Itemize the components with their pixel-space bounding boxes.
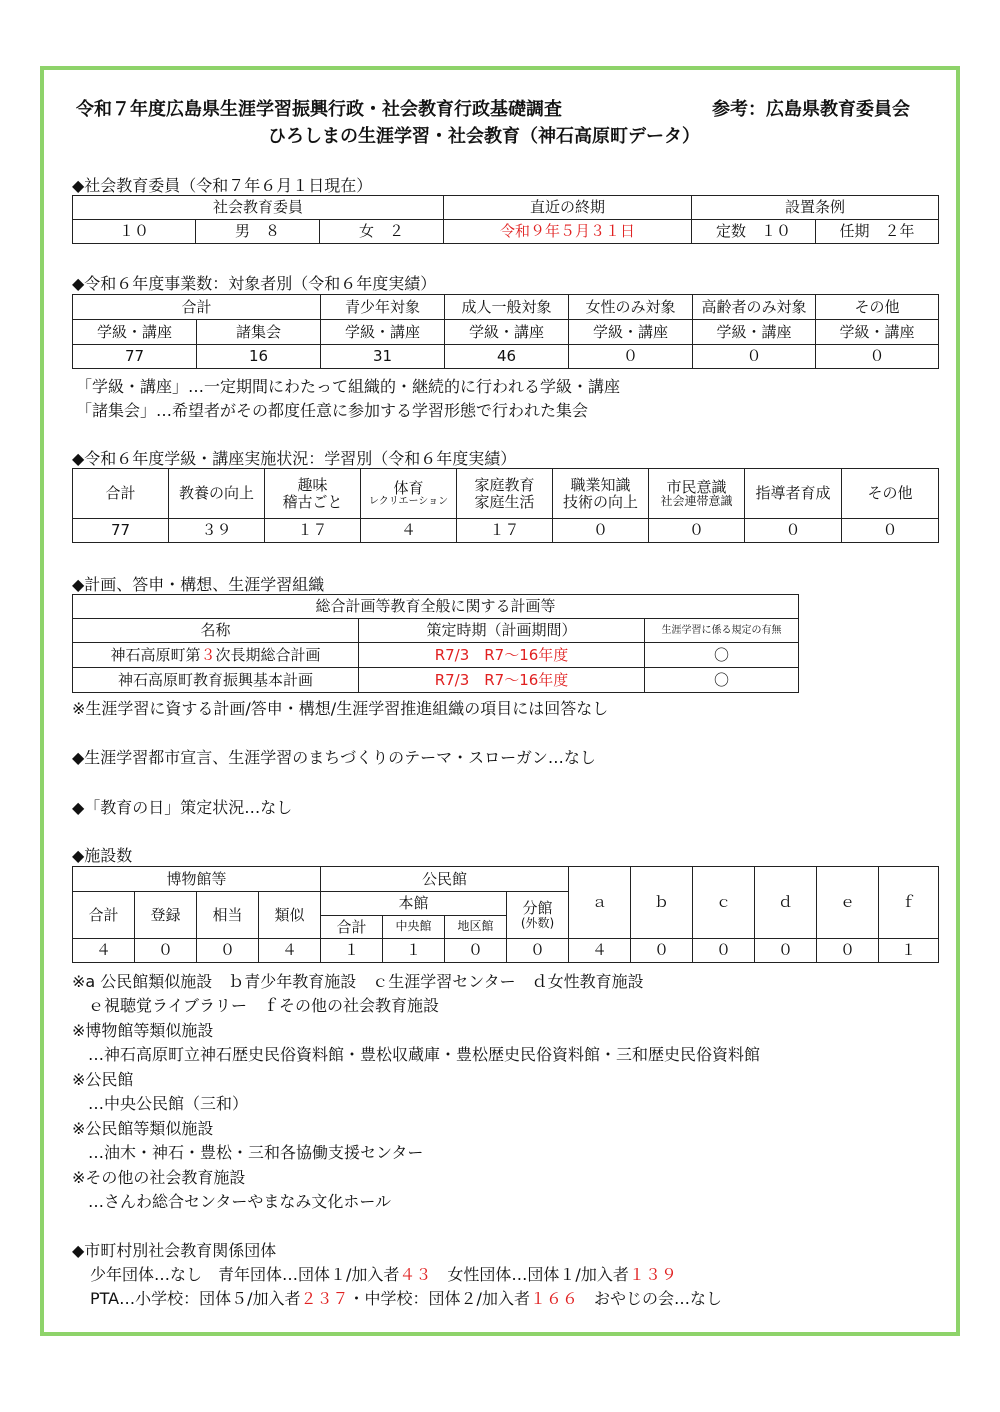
projects-group-total: 合計 [73,295,321,320]
committee-term-end: 令和９年５月３１日 [444,220,692,244]
classes-value: １７ [265,519,361,543]
projects-sub-header: 学級・講座 [73,320,197,345]
facilities-value: ４ [73,939,135,963]
facilities-header-museum: 博物館等 [73,867,321,892]
projects-value: 16 [197,345,321,369]
facilities-note: ※a 公民館類似施設 ｂ青少年教育施設 ｃ生涯学習センター ｄ女性教育施設 [72,972,644,991]
facilities-header-equivalent: 相当 [197,892,259,939]
plan-name [73,643,359,668]
classes-header-hobby-line2: 稽古ごと [282,492,343,511]
facilities-header-central: 中央館 [383,916,445,939]
classes-header-job [553,469,649,519]
plans-heading: ◆計画、答申・構想、生涯学習組織 [72,575,325,594]
facilities-note: …神石高原町立神石歴史民俗資料館・豊松収蔵庫・豊松歴史民俗資料館・三和歴史民俗資料館 [72,1045,761,1064]
facilities-header-kominkan: 公民館 [321,867,569,892]
facilities-header-a: ａ [569,867,631,939]
facilities-header-bunkan-label: 分館 [522,899,553,918]
plan-name-part: 神石高原町教育振興基本計画 [117,670,313,689]
facilities-header-bunkan [507,892,569,939]
classes-value: ０ [553,519,649,543]
classes-value: ０ [745,519,842,543]
facilities-header-district: 地区館 [445,916,507,939]
projects-value: 46 [445,345,569,369]
facilities-header-d: ｄ [755,867,817,939]
facilities-header-f: ｆ [879,867,939,939]
classes-value: 77 [73,519,169,543]
facilities-header-total: 合計 [73,892,135,939]
facilities-value: ４ [259,939,321,963]
slogan-line: ◆生涯学習都市宣言、生涯学習のまちづくりのテーマ・スローガン…なし [72,748,596,767]
facilities-header-b: ｂ [631,867,693,939]
facilities-header-registered: 登録 [135,892,197,939]
committee-table [72,195,939,244]
projects-group-adult: 成人一般対象 [445,295,569,320]
facilities-value: １ [321,939,383,963]
committee-male: 男 ８ [196,220,320,244]
projects-sub-header: 学級・講座 [693,320,816,345]
classes-header-civic-line2: 社会連帯意識 [660,494,733,509]
classes-value: ４ [361,519,457,543]
classes-header-other: その他 [842,469,939,519]
classes-header-hobby [265,469,361,519]
projects-sub-header: 学級・講座 [816,320,939,345]
groups-text: PTA…小学校：団体５/加入者 [90,1289,301,1308]
facilities-header-kominkan-total: 合計 [321,916,383,939]
committee-tenure: 任期 ２年 [816,220,939,244]
projects-value: ０ [693,345,816,369]
plan-name [73,668,359,693]
facilities-value: ０ [197,939,259,963]
report-subtitle: ひろしまの生涯学習・社会教育（神石高原町データ） [268,126,700,147]
classes-header-total: 合計 [73,469,169,519]
facilities-header-bunkan-note: (外数) [520,915,555,930]
classes-value: ０ [649,519,745,543]
classes-header-sport [361,469,457,519]
committee-header-members: 社会教育委員 [73,196,444,220]
facilities-value: ０ [135,939,197,963]
facilities-value: ０ [631,939,693,963]
projects-value: 77 [73,345,197,369]
classes-header-job-line2: 技術の向上 [562,492,638,511]
facilities-header-c: ｃ [693,867,755,939]
classes-header-family [457,469,553,519]
groups-heading: ◆市町村別社会教育関係団体 [72,1241,277,1260]
facilities-note: ※博物館等類似施設 [72,1021,214,1040]
facilities-note: …さんわ総合センターやまなみ文化ホール [72,1192,392,1211]
facilities-heading: ◆施設数 [72,846,133,865]
plan-name-part: 次長期総合計画 [215,645,321,664]
projects-group-youth: 青少年対象 [321,295,445,320]
facilities-value: １ [383,939,445,963]
committee-header-ordinance: 設置条例 [692,196,939,220]
classes-header-sport-line2: レクリエーション [368,496,449,508]
facilities-note: ※その他の社会教育施設 [72,1168,246,1187]
projects-heading: ◆令和６年度事業数：対象者別（令和６年度実績） [72,274,437,293]
projects-group-women: 女性のみ対象 [569,295,693,320]
plans-header-period: 策定時期（計画期間） [359,619,645,643]
facilities-note: ｅ視聴覚ライブラリー ｆその他の社会教育施設 [72,996,440,1015]
plan-name-number: ３ [200,645,216,664]
facilities-value: ０ [693,939,755,963]
facilities-header-e: ｅ [817,867,879,939]
report-title: 令和７年度広島県生涯学習振興行政・社会教育行政基礎調査 [76,99,562,120]
groups-text: おやじの会…なし [577,1289,722,1308]
projects-group-other: その他 [816,295,939,320]
groups-text: 女性団体…団体１/加入者 [431,1265,629,1284]
classes-header-leader: 指導者育成 [745,469,842,519]
facilities-note: …中央公民館（三和） [72,1094,249,1113]
education-day-line: ◆「教育の日」策定状況…なし [72,798,293,817]
plan-provision: 〇 [645,668,799,693]
plans-note: ※生涯学習に資する計画/答申・構想/生涯学習推進組織の項目には回答なし [72,699,609,718]
projects-note-gatherings: 「諸集会」…希望者がその都度任意に参加する学習形態で行われた集会 [76,401,589,420]
projects-value: ０ [816,345,939,369]
groups-text: 少年団体…なし 青年団体…団体１/加入者 [90,1265,400,1284]
committee-quota: 定数 １０ [692,220,816,244]
facilities-value: １ [879,939,939,963]
projects-sub-header: 学級・講座 [569,320,693,345]
plan-period: R7/3 R7～16年度 [359,643,645,668]
groups-count: １６６ [529,1289,578,1308]
classes-header-civic [649,469,745,519]
classes-header-hobby-line1: 趣味 [297,476,328,494]
plan-provision: 〇 [645,643,799,668]
facilities-value: ４ [569,939,631,963]
committee-heading: ◆社会教育委員（令和７年６月１日現在） [72,176,373,195]
plan-name-part: 神石高原町第 [110,645,201,664]
facilities-header-honkan: 本館 [321,892,507,916]
classes-header-job-line1: 職業知識 [570,476,631,494]
classes-value: ３９ [169,519,265,543]
plans-table [72,594,799,693]
facilities-header-similar: 類似 [259,892,321,939]
facilities-value: ０ [817,939,879,963]
classes-value: １７ [457,519,553,543]
facilities-note: ※公民館 [72,1070,134,1089]
plan-period: R7/3 R7～16年度 [359,668,645,693]
projects-sub-header: 諸集会 [197,320,321,345]
plans-header-name: 名称 [73,619,359,643]
facilities-value: ０ [507,939,569,963]
classes-header-culture: 教養の向上 [169,469,265,519]
plans-table-title: 総合計画等教育全般に関する計画等 [73,595,799,619]
classes-table [72,468,939,543]
groups-line-2 [90,1286,722,1309]
projects-value: ０ [569,345,693,369]
plans-header-provision: 生涯学習に係る規定の有無 [645,619,799,643]
classes-heading: ◆令和６年度学級・講座実施状況：学習別（令和６年度実績） [72,449,517,468]
facilities-note: …油木・神石・豊松・三和各協働支援センター [72,1143,424,1162]
groups-line-1 [90,1262,677,1285]
committee-header-term: 直近の終期 [444,196,692,220]
projects-table [72,294,939,369]
groups-text: ・中学校：団体２/加入者 [348,1289,530,1308]
groups-count: ４３ [399,1265,432,1284]
projects-sub-header: 学級・講座 [321,320,445,345]
classes-header-family-line1: 家庭教育 [474,476,535,494]
projects-sub-header: 学級・講座 [445,320,569,345]
facilities-note: ※公民館等類似施設 [72,1119,214,1138]
groups-count: ２３７ [300,1289,349,1308]
facilities-value: ０ [755,939,817,963]
facilities-table [72,866,939,963]
projects-note-classes: 「学級・講座」…一定期間にわたって組織的・継続的に行われる学級・講座 [76,377,621,396]
classes-header-civic-line1: 市民意識 [666,477,727,496]
committee-total: １０ [73,220,196,244]
classes-header-sport-line1: 体育 [393,478,424,497]
projects-group-elderly: 高齢者のみ対象 [693,295,816,320]
projects-value: 31 [321,345,445,369]
committee-female: 女 ２ [320,220,444,244]
classes-value: ０ [842,519,939,543]
classes-header-family-line2: 家庭生活 [474,492,535,511]
reference-source: 参考：広島県教育委員会 [712,99,910,120]
groups-count: １３９ [628,1265,677,1284]
facilities-value: ０ [445,939,507,963]
